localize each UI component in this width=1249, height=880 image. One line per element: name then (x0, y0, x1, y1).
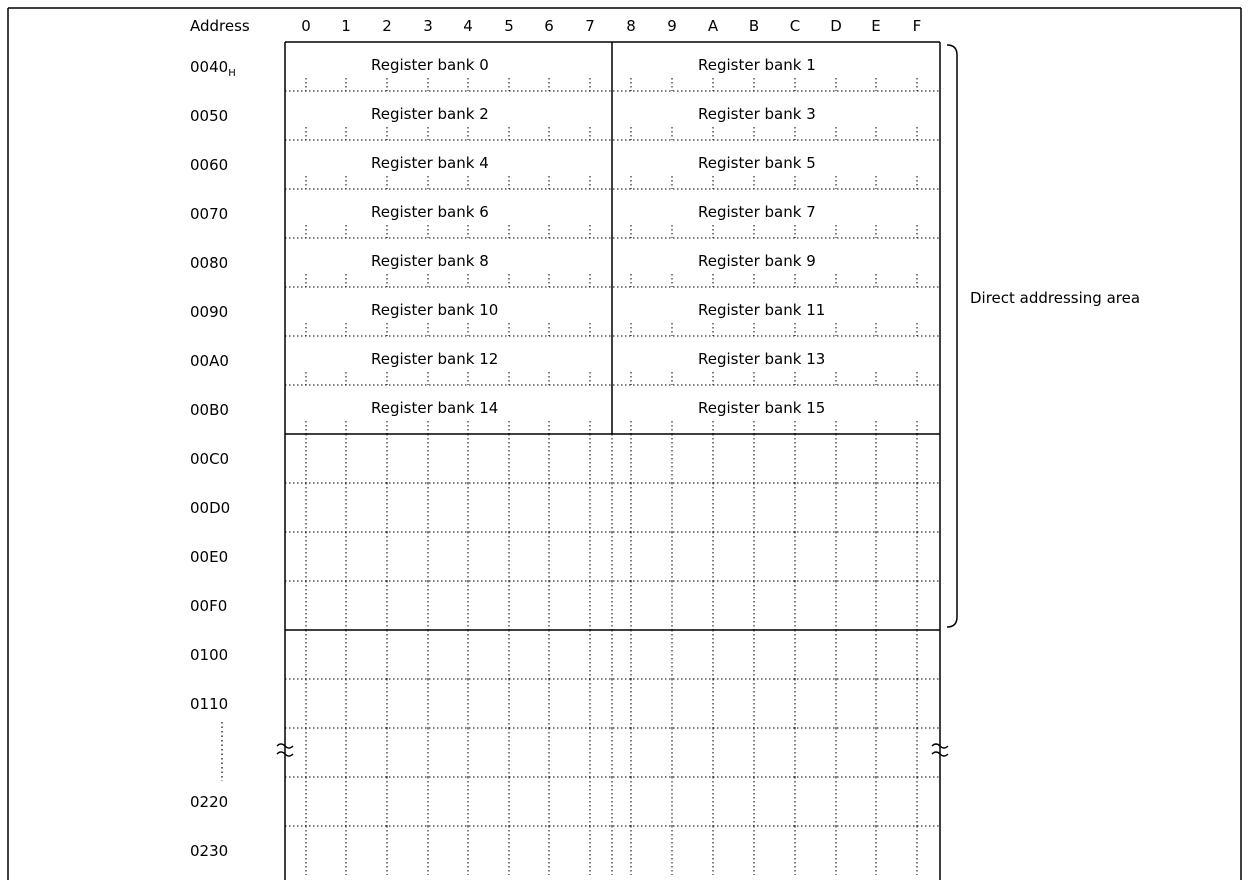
register-bank-label: Register bank 0 (371, 56, 489, 74)
column-header: B (748, 17, 760, 35)
register-bank-label: Register bank 9 (698, 252, 816, 270)
column-header: 0 (301, 17, 311, 35)
address-value: 0040 (190, 58, 229, 76)
register-bank-label: Register bank 7 (698, 203, 816, 221)
column-header: C (789, 17, 801, 35)
column-header: 4 (463, 17, 473, 35)
register-bank-label: Register bank 14 (371, 399, 499, 417)
address-value: 0080 (190, 254, 229, 272)
address-value: 0090 (190, 303, 229, 321)
column-header: 6 (544, 17, 554, 35)
address-value: 0230 (190, 842, 229, 860)
register-bank-label: Register bank 3 (698, 105, 816, 123)
address-value: 00A0 (190, 352, 229, 370)
register-bank-label: Register bank 5 (698, 154, 816, 172)
column-header: E (871, 17, 881, 35)
address-value: 0110 (190, 695, 229, 713)
column-header: A (707, 17, 719, 35)
column-header: 1 (341, 17, 351, 35)
register-bank-label: Register bank 4 (371, 154, 489, 172)
address-value: 0050 (190, 107, 229, 125)
address-value: 00F0 (190, 597, 228, 615)
address-value: 00D0 (190, 499, 231, 517)
address-value: 00C0 (190, 450, 230, 468)
column-header: 7 (585, 17, 595, 35)
address-value: 00B0 (190, 401, 229, 419)
column-header: 2 (382, 17, 392, 35)
register-bank-label: Register bank 11 (698, 301, 826, 319)
register-bank-label: Register bank 12 (371, 350, 499, 368)
address-value: 0070 (190, 205, 229, 223)
register-bank-label: Register bank 13 (698, 350, 826, 368)
direct-area-brace (947, 45, 957, 627)
column-header: 5 (504, 17, 514, 35)
register-bank-label: Register bank 10 (371, 301, 499, 319)
register-bank-label: Register bank 1 (698, 56, 816, 74)
direct-addressing-area-label: Direct addressing area (970, 289, 1141, 307)
column-header: F (912, 17, 922, 35)
column-header: 9 (667, 17, 677, 35)
address-value: 00E0 (190, 548, 229, 566)
register-bank-label: Register bank 15 (698, 399, 826, 417)
column-header: 3 (423, 17, 433, 35)
address-suffix: H (228, 68, 236, 79)
register-bank-label: Register bank 6 (371, 203, 489, 221)
address-value: 0060 (190, 156, 229, 174)
column-header: 8 (626, 17, 636, 35)
register-bank-label: Register bank 2 (371, 105, 489, 123)
address-value: 0220 (190, 793, 229, 811)
column-header: D (830, 17, 842, 35)
register-bank-label: Register bank 8 (371, 252, 489, 270)
address-header-label: Address (190, 17, 250, 35)
address-value: 0100 (190, 646, 229, 664)
